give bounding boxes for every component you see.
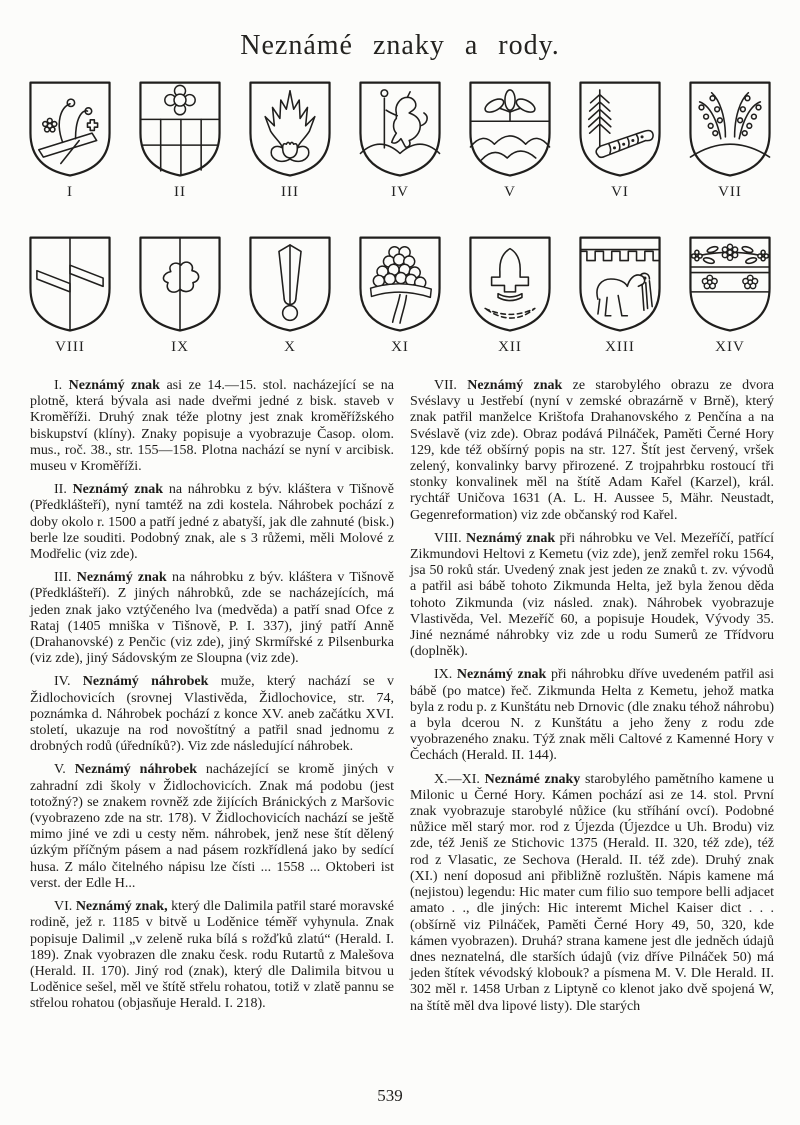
shield-drawing-fir-caterpillar-icon bbox=[574, 78, 666, 181]
entry-heading: Neznámý znak bbox=[76, 570, 167, 586]
shield-figure-7 bbox=[682, 78, 778, 201]
shield-numeral: VI bbox=[611, 184, 629, 200]
shield-drawing-battlement-bird-icon bbox=[574, 233, 666, 336]
shield-drawing-plant-icon bbox=[244, 78, 336, 181]
shield-numeral: VIII bbox=[55, 339, 85, 355]
shield-numeral: IV bbox=[391, 184, 409, 200]
shield-figure-9 bbox=[132, 233, 228, 356]
shield-figure-8 bbox=[22, 233, 118, 356]
entry-number: VI. bbox=[54, 899, 73, 915]
entry-paragraph-8 bbox=[410, 531, 774, 661]
shield-numeral: II bbox=[174, 184, 186, 200]
entry-number: IX. bbox=[434, 667, 453, 683]
shield-figure-12 bbox=[462, 233, 558, 356]
right-column bbox=[410, 378, 774, 1078]
shield-numeral: I bbox=[67, 184, 73, 200]
entry-heading: Neznámý náhrobek bbox=[82, 674, 209, 690]
entry-heading: Neznámý znak bbox=[466, 530, 556, 546]
shield-row-1 bbox=[0, 78, 800, 201]
entry-heading: Neznámý náhrobek bbox=[74, 762, 197, 778]
entry-number: II. bbox=[54, 482, 67, 498]
entry-text: při náhrobku ve Vel. Mezeříčí, patřící Zikmundovi Heltovi z Kemetu (viz zde), jenž zemřel roku 1564, jsa 50 roků stár. Uvedený znak jest jeden ze znaků t. zv. vývodů a patřil asi bábě tohoto Zikmunda Helta, jež byla ženou děda tohoto Zikmunda (viz násled. znak). Náhrobek vyobrazuje Vlastivěda, Vel. Mezeříč 60, a popisuje Houdek, Vývody 35. Jiné neznámé náhrobky viz zde u rodu Sumerů ze Třídvoru (doplněk). bbox=[410, 530, 775, 660]
entry-number: I. bbox=[54, 378, 63, 393]
shield-drawing-grape-cluster-icon bbox=[354, 233, 446, 336]
shield-drawing-flower-bands-icon bbox=[684, 233, 776, 336]
shield-figure-3 bbox=[242, 78, 338, 201]
shield-drawing-broken-bend-icon bbox=[24, 233, 116, 336]
entry-paragraph-9 bbox=[410, 667, 774, 764]
shield-figure-2 bbox=[132, 78, 228, 201]
entry-paragraph-3 bbox=[30, 570, 394, 667]
shield-numeral: XI bbox=[391, 339, 409, 355]
shield-drawing-lily-of-valley-icon bbox=[684, 78, 776, 181]
shield-numeral: VII bbox=[718, 184, 742, 200]
shield-figure-11 bbox=[352, 233, 448, 356]
entry-text: muže, který nachází se v Židlochovicích (srovnej Vlastivěda, Židlochovice, str. 74, poznámka d. Náhrobek pochází z konce XV. aneb začátku XVI. století, ukazuje na rod novoštítný a patřil snad jednomu z drobných rodů (úředníků?). Viz zde následující náhrobek. bbox=[30, 674, 395, 755]
shield-drawing-leaves-mound-icon bbox=[464, 78, 556, 181]
entry-heading: Neznámé znaky bbox=[484, 771, 581, 787]
entry-paragraph-5 bbox=[30, 762, 394, 892]
entry-paragraph-7 bbox=[410, 378, 774, 524]
shield-drawing-shears-icon bbox=[244, 233, 336, 336]
shield-numeral: III bbox=[281, 184, 299, 200]
shield-figure-6 bbox=[572, 78, 668, 201]
entry-number: V. bbox=[54, 762, 66, 778]
entry-paragraph-4 bbox=[30, 674, 394, 755]
shield-figure-5 bbox=[462, 78, 558, 201]
shield-numeral: XIV bbox=[715, 339, 745, 355]
shield-numeral: XII bbox=[498, 339, 522, 355]
entry-heading: Neznámý znak bbox=[456, 667, 547, 683]
shield-drawing-arrow-pedestal-icon bbox=[464, 233, 556, 336]
shield-drawing-quatrefoil-grid-icon bbox=[134, 78, 226, 181]
entry-text: při náhrobku dříve uvedeném patřil asi bábě (po matce) řeč. Zikmunda Helta z Kemetu, jehož matka byla z rodu p. z Kunštátu neb Drnovic (dle znaku téhož náhrobu) a byla dcerou N. z Kunštátu a jeho ženy z rodu zde vyobrazeného znaku. Týž znak měli Caltové z Kamenné Hory v Čechách (Herald. II. 144). bbox=[410, 667, 774, 764]
entry-text: na náhrobku z býv. kláštera v Tišnově (Předklášteří), nyní tamtéž na zdi kostela. Náhrobek pochází z doby okolo r. 1500 a patří jedné z abatyší, jak dle zahnuté (bisk.) berle lze souditi. Podobný znak, ale s 3 růžemi, měli Molové z Modřelic (viz zde). bbox=[30, 482, 394, 563]
shield-numeral: X bbox=[284, 339, 296, 355]
entry-number: VIII. bbox=[434, 530, 462, 546]
entry-heading: Neznámý znak bbox=[467, 378, 563, 393]
shield-numeral: IX bbox=[171, 339, 189, 355]
text-columns bbox=[0, 378, 800, 1078]
entry-text: starobylého pamětního kamene u Milonic u Černé Hory. Kámen pochází asi ze 14. stol. První znak vyobrazuje starobylé nůžice (ku stříhání ovcí). Podobné nůžice měl starý mor. rod z Újezda (Újezdce u Uh. Brodu) viz zde, též Jeniš ze Stichovic 1375 (Herald. II. 320, též zde), též rod z Vlasatic, ze Sechova (Herald. II. též zde). Druhý znak (XI.) není doposud ani přibližně rozluštěn. Nápis kamene má (nejistou) legendu: Hic mater cum filio suo tempore belli adjacet amato . ., dle jiných: Hic interemt Michel Kaiser dict . . . (obšírně viz Pilnáček, Paměti Černé Hory 49, 50, 320, kde kámen vyobrazen). Druhá? strana kamene jest dle jedněch údajů dnes neznatelná, dle starších údajů (viz dříve Pilnáček 50) má jeden štítek vévodský klobouk? a písmena M. V. Dle Herald. II. 302 měl r. 1458 Urban z Liptyně co klenot jako dvě spojená W, na štítě měl dva lipové listy). Dle starých bbox=[410, 771, 775, 1014]
page-title: Neznámé znaky a rody. bbox=[240, 30, 560, 61]
shield-numeral: V bbox=[504, 184, 516, 200]
entry-paragraph-1 bbox=[30, 378, 394, 475]
shield-figure-4 bbox=[352, 78, 448, 201]
entry-text: na náhrobku z býv. kláštera v Tišnově (Předklášteří). Z jiných náhrobků, zde se nacházejících, má jeden znak jako vztýčeného lva (medvěda) a patří snad Ofce z Rataj (1405 mniška v Tišnově, P. I. 337), jiný patří Anně (Drahanovské) z Penčic (viz zde), jiný Skrmířské z Pilsenburka (viz zde), jiný Sádovským ze Sloupna (viz zde). bbox=[30, 570, 395, 667]
left-column bbox=[30, 378, 394, 1078]
shield-figure-1 bbox=[22, 78, 118, 201]
shield-numeral: XIII bbox=[605, 339, 635, 355]
entry-text: ze starobylého obrazu ze dvora Svéslavy u Jestřebí (nyní v zemské obrazárně v Brně), který znak patřil manželce Krištofa Drahanovského z Penčína a na Svéslavě (viz zde). Obraz podává Pilnáček, Paměti Černé Hory 129, kde též obšírný popis na str. 127. Štít jest červený, vršek zelený, konvalinky barvy přirozené. Z trojpahrbku rostoucí tři stonky konvalinek měl na štítě Adam Kařel (Karzel), král. rychtář Uničova 1631 (A. L. H. Aussee 5, Mähr. Neustadt, Gegenreformation) viz zde občanský rod Kařel. bbox=[410, 378, 775, 523]
shield-drawing-lion-staff-icon bbox=[354, 78, 446, 181]
shield-figure-13 bbox=[572, 233, 668, 356]
shield-figure-10 bbox=[242, 233, 338, 356]
shield-figure-14 bbox=[682, 233, 778, 356]
entry-heading: Neznámý znak, bbox=[75, 899, 168, 915]
page-number: 539 bbox=[377, 1086, 403, 1105]
entry-number: III. bbox=[54, 570, 72, 586]
shield-drawing-flowers-cross-icon bbox=[24, 78, 116, 181]
entry-text: který dle Dalimila patřil staré moravské rodině, jež r. 1185 v bitvě u Loděnice téměř vyhynula. Znak popisuje Dalimil „v zeleně ruka bílá s rožďků zlatú“ (Herald. I. 189). Znak vyobrazen dle znaku česk. rodu Rutartů z Malešova (Herald. II. 170). Jiný rod (znak), který dle Dalimila bitvou u Loděnice sešel, měl ve štítě střelu rohatou, totiž v zlatě pannu se střelou rohatou (objasňuje Herald. I. 218). bbox=[30, 899, 395, 1012]
entry-text: nacházející se kromě jiných v zahradní zdi školy v Židlochovicích. Znak má podobu (jest totožný?) se znakem rovněž zde žijících Bránických z Maršovic (vyobrazeno zde na str. 178). V Židlochovicích nachází se ještě mimo jiné ve zdi u cesty něm. náhrobek, jenž nese štít dělený úzkým příčným pásem a nad pásem rozkřídlená jako by sedící husa. Z málo čitelného nápisu lze čísti ... 1558 ... Oktoberi ist verst. der Edle H... bbox=[30, 762, 395, 891]
entry-number: X.—XI. bbox=[434, 771, 480, 787]
shield-row-2 bbox=[0, 233, 800, 356]
shield-drawing-blob-charge-icon bbox=[134, 233, 226, 336]
entry-paragraph-10 bbox=[410, 772, 774, 1015]
entry-paragraph-2 bbox=[30, 482, 394, 563]
entry-paragraph-6 bbox=[30, 899, 394, 1012]
entry-heading: Neznámý znak bbox=[72, 482, 164, 498]
entry-text: asi ze 14.—15. stol. nacházející se na plotně, která bývala asi nade dveřmi jedné z bisk. staveb v Kroměříži. Druhý znak téže plotny jest znak kroměřížského biskupství (klíny). Znaky popisuje a vyobrazuje Časop. olom. mus., roč. 38., str. 155—158. Plotna nachází se nyní v arcibisk. museu v Kroměříži. bbox=[30, 378, 394, 475]
entry-number: IV. bbox=[54, 674, 71, 690]
entry-number: VII. bbox=[434, 378, 457, 393]
entry-heading: Neznámý znak bbox=[68, 378, 160, 393]
